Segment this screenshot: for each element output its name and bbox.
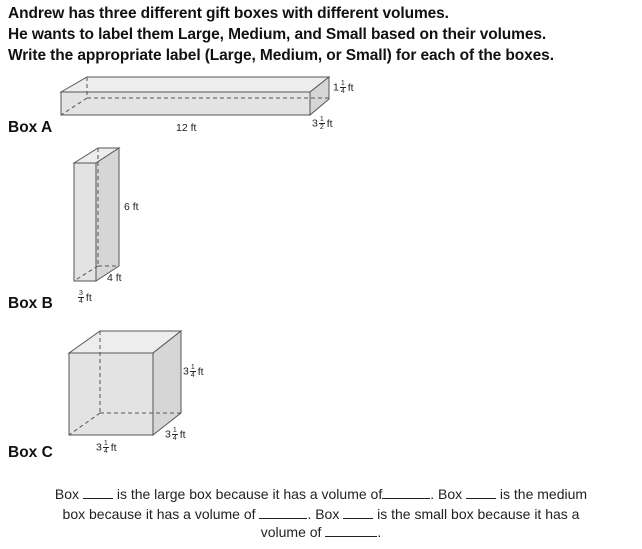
box-c-width-label: 3 $\frac{1}{4}$ ft — [96, 440, 117, 455]
large-box-blank[interactable] — [83, 486, 113, 499]
box-c-label: Box C — [8, 444, 53, 461]
box-c-height-label: 3 $\frac{1}{4}$ ft — [183, 364, 204, 379]
large-volume-blank[interactable] — [382, 486, 430, 499]
medium-box-blank[interactable] — [466, 486, 496, 499]
box-c-depth-label: 3 $\frac{1}{4}$ ft — [165, 427, 186, 442]
question-line-3: Write the appropriate label (Large, Medium, or Small) for each of the boxes. — [8, 47, 554, 64]
question-line-2: He wants to label them Large, Medium, and Small based on their volumes. — [8, 26, 547, 43]
question-line-1: Andrew has three different gift boxes with different volumes. — [8, 5, 449, 22]
box-a-width-label: 3 $\frac{1}{2}$ ft — [312, 116, 333, 131]
answer-line-2: box because it has a volume of . Box is the small box because it has a — [62, 506, 580, 522]
box-c-figure — [69, 331, 181, 435]
box-a-figure — [61, 77, 329, 115]
medium-volume-blank[interactable] — [259, 506, 307, 519]
box-a-height-label: 1 $\frac{1}{4}$ ft — [333, 80, 354, 95]
small-volume-blank[interactable] — [325, 524, 377, 537]
answer-line-1: Box is the large box because it has a volume of . Box is the medium — [54, 486, 588, 502]
box-a-label: Box A — [8, 119, 53, 136]
box-b-width-label: $\frac{3}{4}$ ft — [79, 290, 92, 305]
box-a-length-label: 12 ft — [176, 122, 197, 134]
answer-line-3: volume of . — [260, 524, 382, 540]
box-b-length-label: 4 ft — [107, 272, 122, 284]
box-b-height-label: 6 ft — [124, 201, 139, 213]
box-b-figure — [74, 148, 119, 281]
small-box-blank[interactable] — [343, 506, 373, 519]
box-b-label: Box B — [8, 295, 53, 312]
